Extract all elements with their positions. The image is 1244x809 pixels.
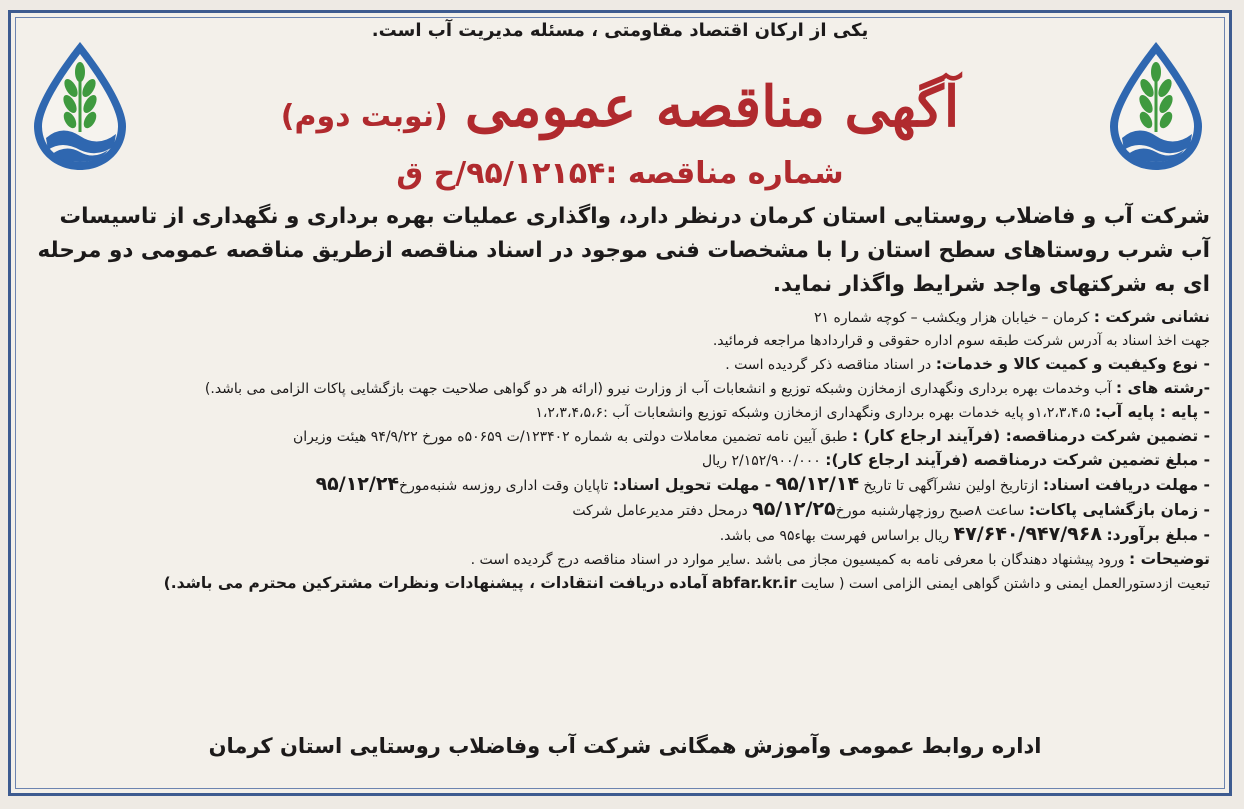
doc-receipt-row <box>30 473 1210 498</box>
grade-value: ۱،۲،۳،۴،۵و پایه خدمات بهره برداری ونگهداری ازمخازن وشبکه توزیع وانشعابات آب :۱،۲،۳،۴،۵،۶ <box>535 405 1091 421</box>
address-value: کرمان – خیابان هزار ویکشب – کوچه شماره ۲۱ <box>814 310 1090 326</box>
water-drop-wheat-icon <box>22 38 138 174</box>
opening-date: ۹۵/۱۲/۲۵ <box>752 498 836 520</box>
opening-row <box>30 498 1210 523</box>
title-main: آگهی مناقصه عمومی <box>464 74 960 140</box>
guarantee-amount-label: - مبلغ تضمین شرکت درمناقصه (فرآیند ارجاع کار): <box>825 451 1210 469</box>
notes-row <box>30 548 1210 572</box>
quality-value: در اسناد مناقصه ذکر گردیده است . <box>725 357 932 373</box>
doc-receipt-date: ۹۵/۱۲/۱۴ <box>775 473 860 495</box>
fields-value: آب وخدمات بهره برداری ونگهداری ازمخازن وشبکه توزیع و انشعابات آب از وزارت نیرو (ارائه هر دو گواهی صلاحیت جهت بازگشایی پاکات الزامی می باشد.) <box>204 381 1112 397</box>
guarantee-row <box>30 425 1210 449</box>
notes-label: توضیحات : <box>1128 550 1210 568</box>
grade-label: - پایه : پایه آب: <box>1094 403 1210 421</box>
opening-text2: درمحل دفتر مدیرعامل شرکت <box>572 503 748 519</box>
estimate-row <box>30 523 1210 548</box>
estimate-amount: ۴۷/۶۴۰/۹۴۷/۹۶۸ <box>953 523 1102 545</box>
doc-receipt-from: ازتاریخ اولین نشرآگهی تا تاریخ <box>863 478 1039 494</box>
opening-text1: ساعت ۸صبح روزچهارشنبه مورخ <box>835 503 1025 519</box>
notice-title <box>200 74 1040 140</box>
water-drop-wheat-icon <box>1098 38 1214 174</box>
notice-body <box>30 306 1210 596</box>
tender-number: شماره مناقصه :۹۵/۱۲۱۵۴/ح ق <box>396 156 844 191</box>
delivery-label: - مهلت تحویل اسناد: <box>612 476 772 494</box>
notes-value: ورود پیشنهاد دهندگان با معرفی نامه به کمیسیون مجاز می باشد .سایر موارد در اسناد مناقصه درج گردیده است . <box>470 552 1125 568</box>
guarantee-amount-value: ۲/۱۵۲/۹۰۰/۰۰۰ ریال <box>701 453 821 469</box>
safety-text2: آماده دریافت انتقادات ، پیشنهادات ونظرات مشترکین محترم می باشد.) <box>163 574 708 592</box>
guarantee-value: طبق آیین نامه تضمین معاملات دولتی به شماره ۱۲۳۴۰۲/ت ۵۰۶۵۹ه مورخ ۹۴/۹/۲۲ هیئت وزیران <box>293 429 848 445</box>
company-logo-left <box>22 38 138 174</box>
delivery-date: ۹۵/۱۲/۲۴ <box>315 473 400 495</box>
quality-label: - نوع وکیفیت و کمیت کالا و خدمات: <box>935 355 1210 373</box>
intro-paragraph: شرکت آب و فاضلاب روستایی استان کرمان درنظر دارد، واگذاری عملیات بهره برداری و نگهداری از تاسیسات آب شرب روستاهای سطح استان را با مشخصات فنی موجود در اسناد مناقصه ازطریق مناقصه عمومی دو مرحله ای به شرکتهای واجد شرایط واگذار نماید. <box>37 204 1210 297</box>
address-label: نشانی شرکت : <box>1093 308 1210 326</box>
title-round: (نوبت دوم) <box>280 99 448 134</box>
doc-receipt-label: - مهلت دریافت اسناد: <box>1042 476 1210 494</box>
estimate-text: ریال براساس فهرست بهاء۹۵ می باشد. <box>719 528 950 544</box>
grade-row <box>30 401 1210 425</box>
fields-label: -رشته های : <box>1115 379 1210 397</box>
guarantee-label: - تضمین شرکت درمناقصه: (فرآیند ارجاع کار) : <box>851 427 1210 445</box>
delivery-text: تاپایان وقت اداری روزسه شنبه‌مورخ <box>399 478 609 494</box>
fields-row <box>30 377 1210 401</box>
footer-issuer: اداره روابط عمومی وآموزش همگانی شرکت آب وفاضلاب روستایی استان کرمان <box>208 734 1042 758</box>
guarantee-amount-row <box>30 449 1210 473</box>
address-row <box>30 306 1210 330</box>
quality-row <box>30 353 1210 377</box>
safety-site: abfar.kr.ir <box>711 574 797 592</box>
safety-row <box>30 572 1210 596</box>
estimate-label: - مبلغ برآورد: <box>1106 526 1210 544</box>
docs-note: جهت اخذ اسناد به آدرس شرکت طبقه سوم اداره حقوقی و قراردادها مراجعه فرمائید. <box>712 333 1210 349</box>
docs-note-row <box>30 330 1210 353</box>
opening-label: - زمان بازگشایی پاکات: <box>1028 501 1210 519</box>
company-logo-right <box>1098 38 1214 174</box>
slogan: یکی از ارکان اقتصاد مقاومتی ، مسئله مدیریت آب است. <box>371 20 869 41</box>
safety-text1: تبعیت ازدستورالعمل ایمنی و داشتن گواهی ایمنی الزامی است ( سایت <box>800 576 1210 592</box>
